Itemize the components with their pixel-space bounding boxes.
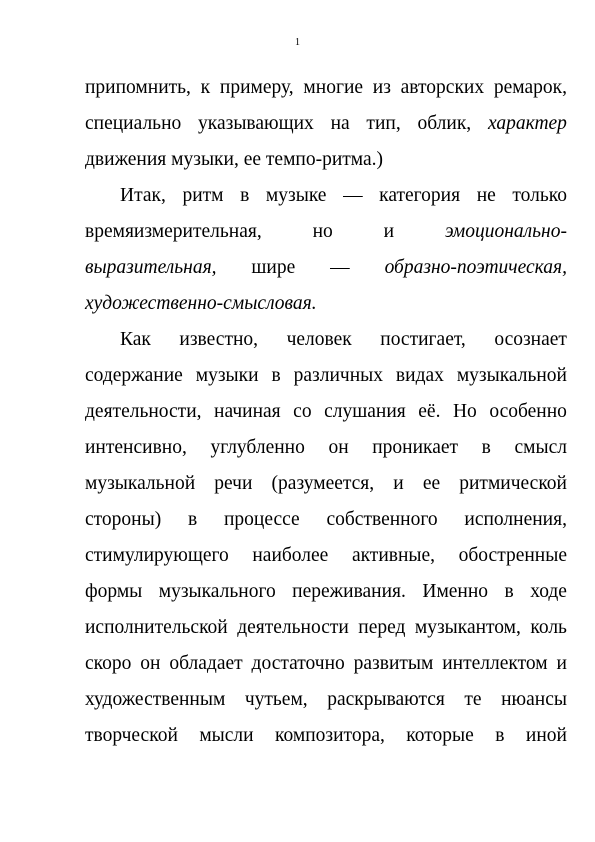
word: которые	[406, 725, 474, 746]
word: на	[330, 113, 350, 134]
word: ритмической	[459, 473, 567, 494]
word: ритм	[182, 185, 224, 206]
word: в	[187, 509, 198, 530]
text-line	[85, 682, 567, 718]
word: скоро	[85, 653, 132, 674]
word: стороны)	[85, 509, 162, 530]
word: чутьем,	[244, 689, 308, 710]
word: деятельности	[237, 617, 349, 638]
word: тип,	[366, 113, 401, 134]
word: осознает	[494, 329, 567, 350]
word: он	[140, 653, 161, 674]
word: проникает	[372, 437, 459, 458]
word: Итак,	[120, 185, 166, 206]
word: переживания.	[292, 581, 406, 602]
word: видах	[395, 365, 444, 386]
word: но	[312, 221, 333, 242]
word: музыкальной	[85, 473, 196, 494]
text-line	[85, 214, 567, 250]
word: со	[293, 401, 312, 422]
word: деятельности,	[85, 401, 202, 422]
word: не	[476, 185, 496, 206]
text-line	[85, 646, 567, 682]
text-line	[85, 142, 567, 178]
word: активные,	[351, 545, 436, 566]
word: специально	[85, 113, 182, 134]
italic-line-text: художественно-смысловая.	[85, 293, 317, 314]
word: творческой	[85, 725, 178, 746]
word: известно,	[179, 329, 259, 350]
word: —	[343, 185, 363, 206]
word: стимулирующего	[85, 545, 229, 566]
word: её.	[418, 401, 441, 422]
word: только	[512, 185, 567, 206]
body-text	[85, 70, 567, 754]
word: музыкального	[158, 581, 276, 602]
word: особенно	[489, 401, 567, 422]
word: музыкальной	[456, 365, 567, 386]
text-line	[85, 70, 567, 106]
word: постигает,	[380, 329, 466, 350]
word: категория	[379, 185, 461, 206]
word: исполнительской	[85, 617, 228, 638]
word: в	[495, 725, 505, 746]
word: нюансы	[501, 689, 567, 710]
text-line	[85, 286, 567, 322]
word: Как	[120, 329, 151, 350]
word: указывающих	[198, 113, 314, 134]
word: облик,	[417, 113, 472, 134]
word: углубленно	[210, 437, 305, 458]
word: припомнить,	[85, 77, 191, 98]
word: начиная	[214, 401, 281, 422]
text-line	[85, 106, 567, 142]
word: смысл	[514, 437, 567, 458]
word: и	[556, 653, 567, 674]
page-number: 1	[295, 37, 300, 48]
word: обладает	[169, 653, 243, 674]
word: шире	[251, 257, 296, 278]
word: в	[504, 581, 514, 602]
word: развитым	[353, 653, 434, 674]
paragraph-first-line	[85, 178, 567, 214]
text-line	[85, 250, 567, 286]
word: многие	[303, 77, 364, 98]
text-line	[85, 538, 567, 574]
word: художественным	[85, 689, 226, 710]
word: человек	[286, 329, 352, 350]
text-line	[85, 466, 567, 502]
word: музыке	[265, 185, 327, 206]
word: речи	[214, 473, 253, 494]
word: наиболее	[252, 545, 329, 566]
word: и	[383, 221, 395, 242]
word: перед	[358, 617, 406, 638]
word: коль	[530, 617, 567, 638]
word: ремарок,	[493, 77, 567, 98]
word: музыкантом,	[414, 617, 521, 638]
word: содержание	[85, 365, 183, 386]
text-line	[85, 718, 567, 754]
word: времяизмерительная,	[85, 221, 262, 242]
word: Именно	[422, 581, 489, 602]
word: процессе	[223, 509, 300, 530]
word: мысли	[199, 725, 254, 746]
italic-word: эмоционально-	[444, 221, 567, 242]
word: (разумеется,	[271, 473, 375, 494]
word: собственного	[326, 509, 438, 530]
word: слушания	[324, 401, 406, 422]
word: иной	[525, 725, 567, 746]
word: авторских	[400, 77, 485, 98]
word: примеру,	[219, 77, 294, 98]
text-line	[85, 394, 567, 430]
word: в	[271, 365, 281, 386]
word: те	[464, 689, 482, 710]
line-text: движения музыки, ее темпо-ритма.)	[85, 149, 384, 170]
word: интеллектом	[442, 653, 548, 674]
word: в	[240, 185, 250, 206]
word: Но	[452, 401, 477, 422]
word: интенсивно,	[85, 437, 187, 458]
word: ходе	[530, 581, 567, 602]
word: к	[200, 77, 211, 98]
italic-word: характер	[487, 113, 567, 134]
word: различных	[293, 365, 383, 386]
word: обостренные	[458, 545, 567, 566]
word: он	[328, 437, 349, 458]
italic-word: образно-поэтическая,	[384, 257, 567, 278]
word: раскрываются	[327, 689, 445, 710]
word: и	[393, 473, 404, 494]
word: из	[372, 77, 391, 98]
word: в	[481, 437, 491, 458]
text-line	[85, 574, 567, 610]
word: достаточно	[251, 653, 345, 674]
word: исполнения,	[464, 509, 567, 530]
word: музыки	[195, 365, 259, 386]
word: ее	[422, 473, 441, 494]
text-line	[85, 502, 567, 538]
word: —	[330, 257, 350, 278]
paragraph-first-line	[85, 322, 567, 358]
text-line	[85, 430, 567, 466]
text-line	[85, 610, 567, 646]
italic-word: выразительная,	[85, 257, 217, 278]
text-line	[85, 358, 567, 394]
word: композитора,	[275, 725, 385, 746]
word: формы	[85, 581, 143, 602]
